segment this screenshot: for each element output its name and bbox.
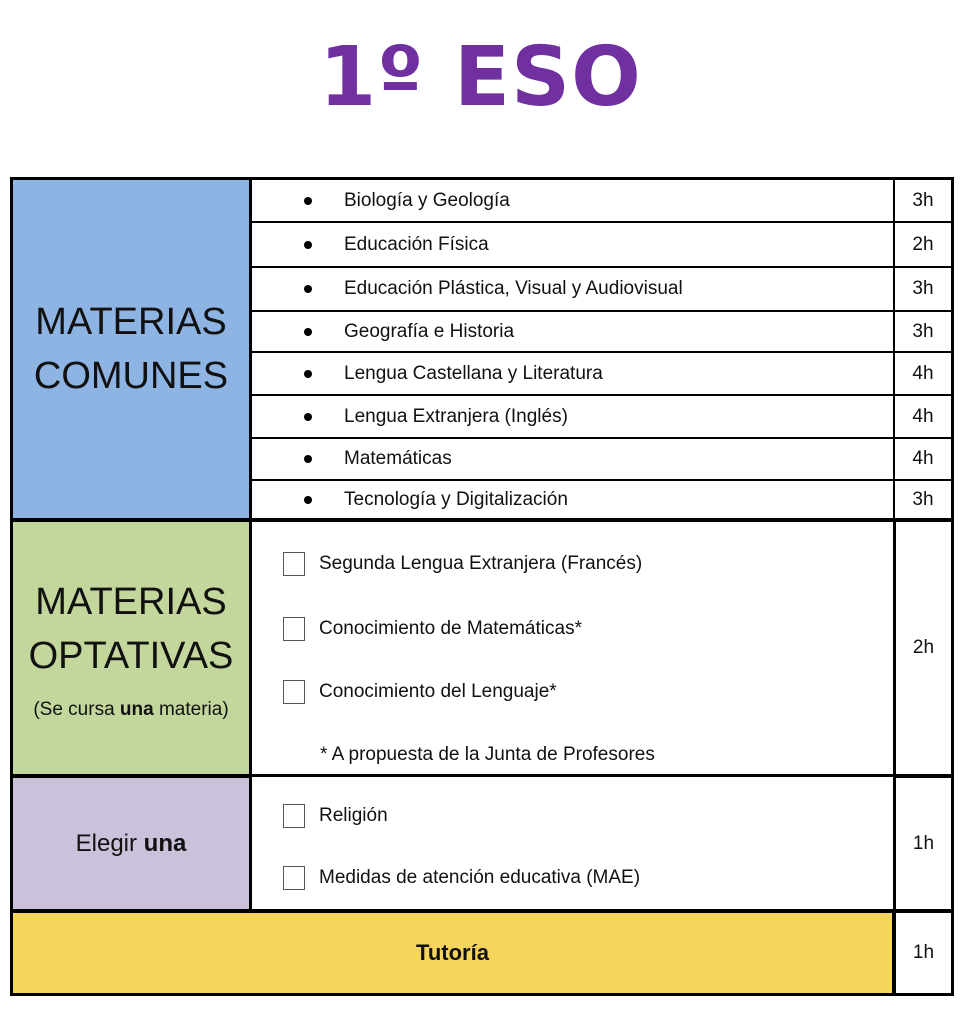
materias-comunes-label-2: COMUNES bbox=[33, 355, 229, 397]
optativas-note: (Se cursa una materia) bbox=[33, 699, 229, 720]
elegir-options-cell bbox=[249, 775, 895, 912]
subject-name: Matemáticas bbox=[344, 448, 452, 469]
subject-hours: 3h bbox=[893, 479, 954, 521]
subject-name: Lengua Extranjera (Inglés) bbox=[344, 405, 568, 427]
option-item[interactable] bbox=[283, 680, 557, 704]
subject-row bbox=[249, 310, 895, 353]
checkbox[interactable] bbox=[283, 617, 305, 641]
option-label: Religión bbox=[319, 805, 388, 826]
option-item[interactable] bbox=[283, 866, 640, 890]
bullet-icon bbox=[304, 370, 312, 378]
subject-hours: 3h bbox=[893, 266, 954, 312]
footnote: * A propuesta de la Junta de Profesores bbox=[320, 744, 655, 765]
option-label: Conocimiento del Lenguaje* bbox=[319, 681, 557, 702]
subject-hours: 3h bbox=[893, 177, 954, 223]
subject-hours: 2h bbox=[893, 221, 954, 268]
materias-comunes-label-1: MATERIAS bbox=[35, 301, 227, 343]
tutoria-hours: 1h bbox=[893, 910, 954, 996]
subject-name: Tecnología y Digitalización bbox=[344, 488, 568, 510]
subject-hours: 4h bbox=[893, 394, 954, 439]
materias-optativas-label-1: MATERIAS bbox=[35, 581, 227, 623]
subject-hours: 4h bbox=[893, 351, 954, 396]
subject-name: Biología y Geología bbox=[344, 189, 510, 211]
option-item[interactable] bbox=[283, 804, 388, 828]
materias-optativas-cell bbox=[10, 519, 252, 777]
tutoria-cell: Tutoría bbox=[10, 910, 895, 996]
bullet-icon bbox=[304, 197, 312, 205]
elegir-una-cell bbox=[10, 775, 252, 912]
subject-row bbox=[249, 177, 895, 223]
option-label: Medidas de atención educativa (MAE) bbox=[319, 867, 641, 888]
option-item[interactable] bbox=[283, 552, 642, 576]
bullet-icon bbox=[304, 241, 312, 249]
subject-row bbox=[249, 266, 895, 312]
subject-row bbox=[249, 479, 895, 521]
bullet-icon bbox=[304, 496, 312, 504]
materias-comunes-cell bbox=[10, 177, 252, 521]
option-label: Segunda Lengua Extranjera (Francés) bbox=[319, 553, 643, 574]
elegir-una-label: Elegir una bbox=[75, 829, 187, 857]
bullet-icon bbox=[304, 455, 312, 463]
optativas-hours: 2h bbox=[893, 519, 954, 777]
subject-row bbox=[249, 351, 895, 396]
page-title: 1º ESO bbox=[319, 30, 642, 125]
checkbox[interactable] bbox=[283, 680, 305, 704]
subject-name: Lengua Castellana y Literatura bbox=[344, 362, 603, 384]
materias-optativas-label-2: OPTATIVAS bbox=[28, 635, 234, 677]
checkbox[interactable] bbox=[283, 866, 305, 890]
checkbox[interactable] bbox=[283, 804, 305, 828]
subject-row bbox=[249, 221, 895, 268]
option-label: Conocimiento de Matemáticas* bbox=[319, 618, 582, 639]
subject-hours: 4h bbox=[893, 437, 954, 481]
subject-name: Geografía e Historia bbox=[344, 320, 515, 342]
subject-hours: 3h bbox=[893, 310, 954, 353]
checkbox[interactable] bbox=[283, 552, 305, 576]
bullet-icon bbox=[304, 285, 312, 293]
elegir-hours: 1h bbox=[893, 775, 954, 912]
subject-row bbox=[249, 394, 895, 439]
subject-name: Educación Física bbox=[344, 233, 489, 255]
subject-row bbox=[249, 437, 895, 481]
option-item[interactable] bbox=[283, 617, 582, 641]
bullet-icon bbox=[304, 413, 312, 421]
bullet-icon bbox=[304, 328, 312, 336]
subject-name: Educación Plástica, Visual y Audiovisual bbox=[344, 278, 683, 299]
